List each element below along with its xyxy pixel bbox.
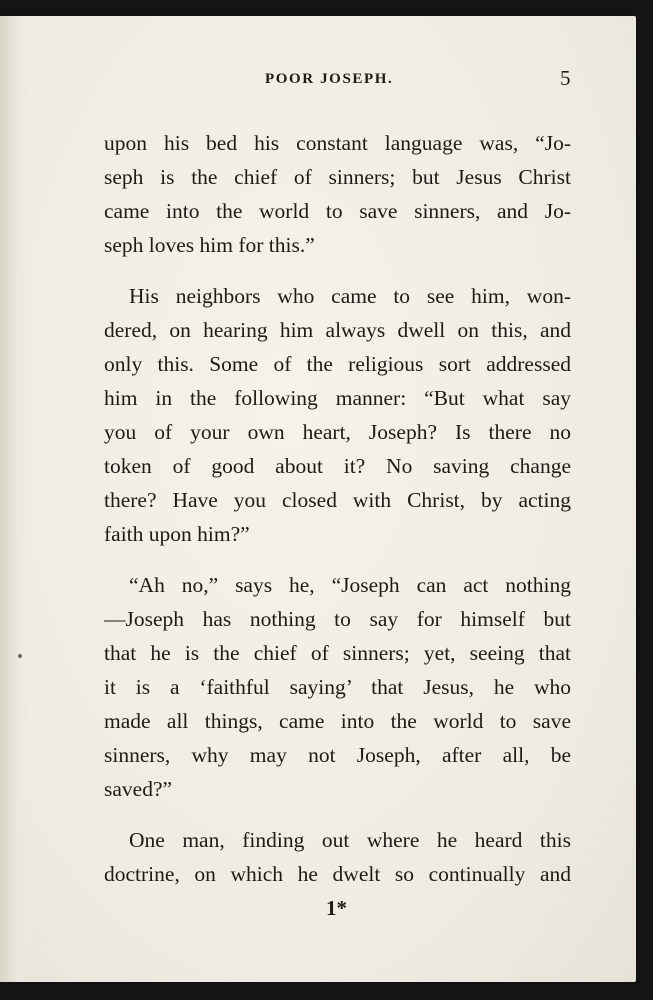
text-line: faith upon him?”	[104, 522, 250, 546]
text-line: doctrine, on which he dwelt so continually and	[104, 862, 571, 886]
text-line: him in the following manner: “But what say	[104, 386, 571, 410]
margin-mark	[18, 654, 22, 658]
text-line: there? Have you closed with Christ, by acting	[104, 488, 571, 512]
paragraph	[104, 279, 571, 551]
text-line: it is a ‘faithful saying’ that Jesus, he who	[104, 675, 571, 699]
body-text	[104, 126, 571, 908]
text-line: came into the world to save sinners, and Jo-	[104, 199, 571, 223]
page-number: 5	[560, 66, 571, 90]
text-line: “Ah no,” says he, “Joseph can act nothing	[129, 573, 571, 597]
text-line: that he is the chief of sinners; yet, seeing that	[104, 641, 571, 665]
text-line: token of good about it? No saving change	[104, 454, 571, 478]
text-line: upon his bed his constant language was, “Jo-	[104, 131, 571, 155]
text-line: only this. Some of the religious sort addressed	[104, 352, 571, 376]
book-page	[0, 16, 636, 982]
text-line: One man, finding out where he heard this	[129, 828, 571, 852]
text-line: —Joseph has nothing to say for himself but	[104, 607, 571, 631]
signature-mark: 1*	[326, 896, 347, 920]
text-line: made all things, came into the world to save	[104, 709, 571, 733]
text-line: dered, on hearing him always dwell on this, and	[104, 318, 571, 342]
text-line: His neighbors who came to see him, won-	[129, 284, 571, 308]
text-line: seph is the chief of sinners; but Jesus Christ	[104, 165, 571, 189]
paragraph	[104, 126, 571, 262]
text-line: you of your own heart, Joseph? Is there no	[104, 420, 571, 444]
paragraph	[104, 823, 571, 891]
text-line: sinners, why may not Joseph, after all, be	[104, 743, 571, 767]
paragraph	[104, 568, 571, 806]
running-head: POOR JOSEPH.	[265, 71, 394, 87]
page-gutter	[0, 16, 30, 982]
text-line: saved?”	[104, 777, 173, 801]
text-line: seph loves him for this.”	[104, 233, 315, 257]
